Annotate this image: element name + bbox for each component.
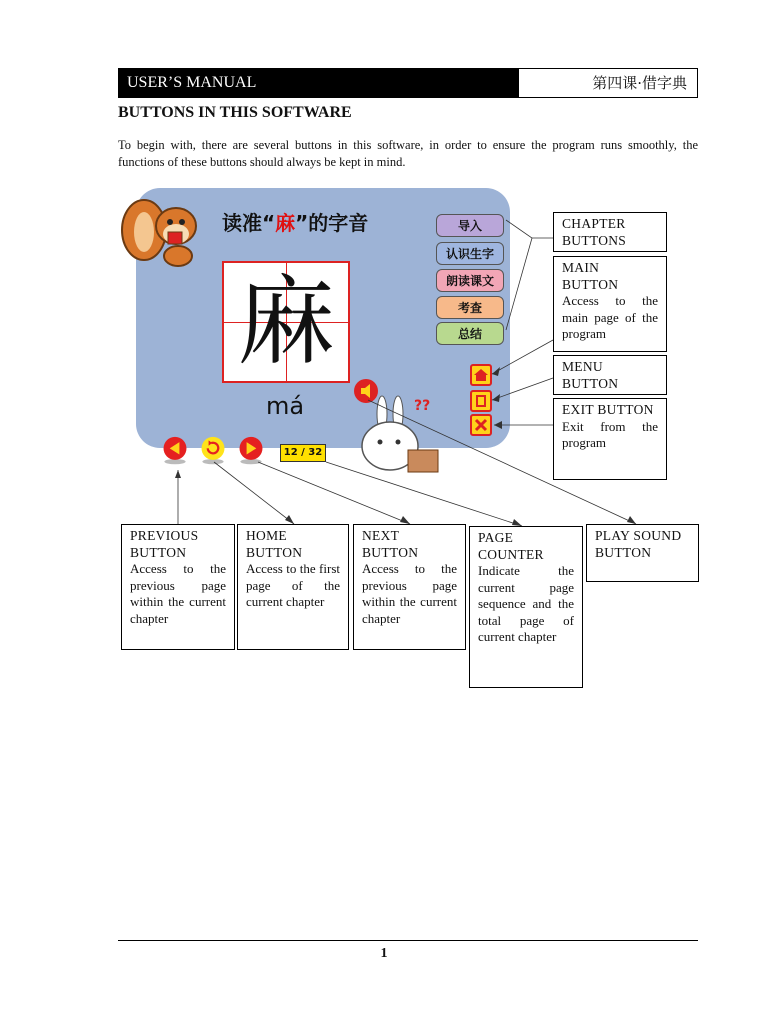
- menu-button-label: [553, 355, 667, 395]
- main-button-title: MAIN BUTTON: [562, 260, 619, 292]
- intro-paragraph: To begin with, there are several buttons in this software, in order to ensure the program runs smoothly, the functions of these buttons should always be kept in mind.: [118, 138, 698, 169]
- previous-button-label: [121, 524, 235, 650]
- exit-button-label: [553, 398, 667, 480]
- chapter-button[interactable]: 导入: [436, 214, 504, 237]
- page-number: 1: [380, 946, 388, 961]
- menu-button[interactable]: [470, 390, 492, 412]
- manual-title: USER’S MANUAL: [119, 69, 519, 97]
- main-button-desc: Access to the main page of the program: [562, 293, 658, 341]
- home-button-title: HOME BUTTON: [246, 528, 303, 560]
- menu-button-title: MENU BUTTON: [562, 359, 619, 391]
- lesson-title: 第四课·借字典: [592, 74, 687, 92]
- page-counter: 12 / 32: [280, 444, 326, 462]
- heading-prefix: 读准“: [222, 211, 276, 235]
- page-counter-title: PAGE COUNTER: [478, 530, 544, 562]
- main-button-label: [553, 256, 667, 352]
- chapter-button[interactable]: 总结: [436, 322, 504, 345]
- rabbit-mascot-icon: [346, 392, 446, 474]
- document-header: [118, 68, 698, 98]
- next-button[interactable]: [236, 436, 266, 466]
- next-button-label: [353, 524, 466, 650]
- chapter-button[interactable]: 朗读课文: [436, 269, 504, 292]
- previous-button-desc: Access to the previous page within the current chapter: [130, 561, 226, 626]
- chapter-buttons-title: CHAPTER BUTTONS: [562, 216, 627, 248]
- exit-button-desc: Exit from the program: [562, 418, 658, 450]
- exit-button-title: EXIT BUTTON: [562, 402, 654, 417]
- section-title: BUTTONS IN THIS SOFTWARE: [118, 104, 352, 121]
- play-sound-title: PLAY SOUND BUTTON: [595, 528, 682, 560]
- close-icon: [472, 416, 490, 434]
- svg-text:??: ??: [414, 398, 431, 414]
- lesson-heading: [222, 207, 368, 236]
- main-button[interactable]: [470, 364, 492, 386]
- heading-char: 麻: [275, 211, 296, 235]
- next-button-title: NEXT BUTTON: [362, 528, 419, 560]
- chapter-button[interactable]: 考查: [436, 296, 504, 319]
- home-button-desc: Access to the first page of the current chapter: [246, 561, 340, 609]
- menu-icon: [472, 392, 490, 410]
- previous-button-title: PREVIOUS BUTTON: [130, 528, 199, 560]
- play-sound-label: [586, 524, 699, 582]
- character-grid: [222, 261, 350, 383]
- footer-divider: [118, 940, 698, 941]
- heading-suffix: ”的字音: [295, 211, 369, 235]
- hanzi-character: 麻: [236, 265, 335, 379]
- pinyin-text: má: [266, 392, 305, 420]
- home-icon: [472, 366, 490, 384]
- previous-button[interactable]: [160, 436, 190, 466]
- home-button-label: [237, 524, 349, 650]
- home-button[interactable]: [198, 436, 228, 466]
- exit-button[interactable]: [470, 414, 492, 436]
- squirrel-mascot-icon: [118, 192, 208, 272]
- chapter-buttons-label: [553, 212, 667, 252]
- page-counter-label: [469, 526, 583, 688]
- chapter-button[interactable]: 认识生字: [436, 242, 504, 265]
- next-button-desc: Access to the previous page within the current chapter: [362, 561, 457, 626]
- page-counter-desc: Indicate the current page sequence and the total page of current chapter: [478, 563, 574, 644]
